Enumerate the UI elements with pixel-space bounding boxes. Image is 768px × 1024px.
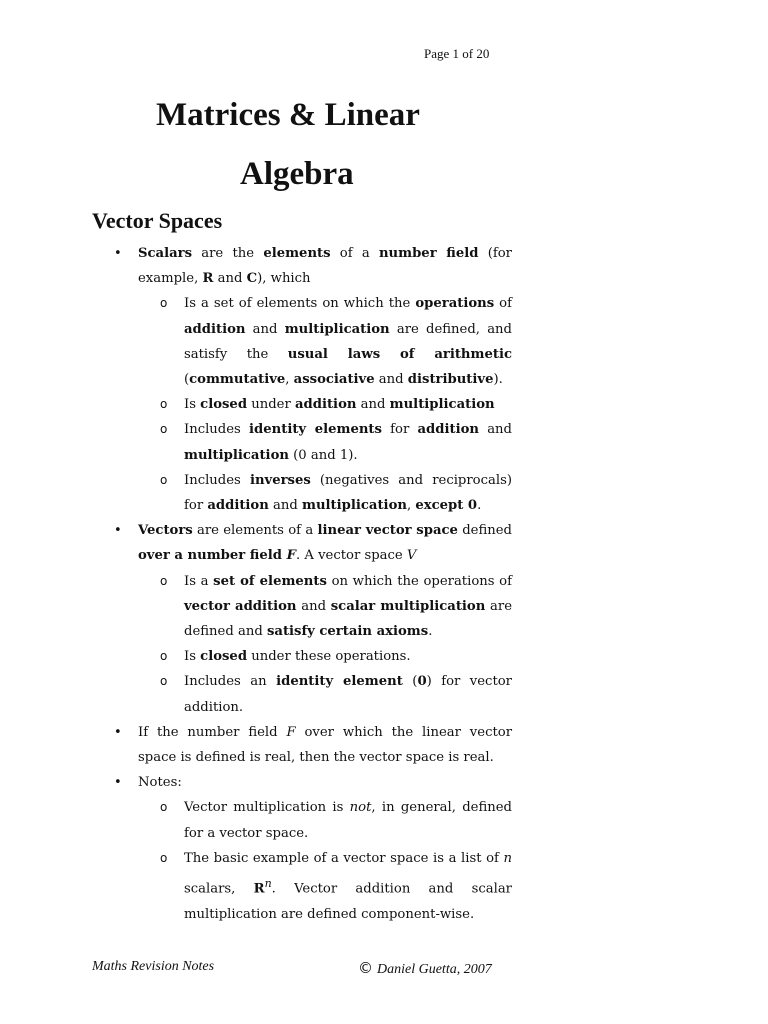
term-distributive: distributive xyxy=(407,372,494,388)
text: . xyxy=(428,624,433,640)
term-except-zero: except 0 xyxy=(415,498,478,514)
page-number: Page 1 of 20 xyxy=(424,46,490,61)
text: (for example, xyxy=(138,246,512,287)
sub-item-inverses xyxy=(138,468,512,518)
bullet-vectors xyxy=(92,518,512,720)
title-line-2: Algebra xyxy=(240,156,354,192)
text: and xyxy=(213,271,247,287)
text: of a xyxy=(330,246,379,261)
sub-item-basic-example xyxy=(138,846,512,927)
term-closed: closed xyxy=(200,649,248,665)
footer-course-title: Maths Revision Notes xyxy=(92,959,215,974)
term-commutative: commutative xyxy=(189,372,286,388)
text: scalars, xyxy=(184,881,254,897)
term-multiplication: multiplication xyxy=(302,498,407,514)
text: ( xyxy=(402,674,418,690)
footer-copyright xyxy=(358,959,492,978)
text: are the xyxy=(192,246,264,261)
term-usual-laws: usual laws of arithmetic xyxy=(287,346,512,362)
text: defined xyxy=(457,523,512,539)
text: Includes an xyxy=(184,674,277,690)
main-bullet-list xyxy=(92,241,512,927)
section-heading: Vector Spaces xyxy=(92,208,223,233)
term-vector-addition: vector addition xyxy=(184,598,297,614)
term-associative: associative xyxy=(293,372,375,388)
sub-list-notes xyxy=(138,795,512,926)
sub-list-scalars xyxy=(138,291,512,518)
sub-item-closed xyxy=(138,392,512,417)
text: Is a set of elements on which the xyxy=(184,296,416,312)
term-multiplication: multiplication xyxy=(389,397,495,413)
term-scalar-multiplication: scalar multiplication xyxy=(330,598,486,614)
term-addition: addition xyxy=(294,397,357,413)
text: , in general, defined for a vector space. xyxy=(184,800,512,841)
emphasis-not: not xyxy=(349,800,372,816)
term-number-field: number field xyxy=(378,246,479,261)
term-identity-element: identity element xyxy=(276,674,403,690)
term-set-of-elements: set of elements xyxy=(213,573,327,589)
bullet-notes xyxy=(92,770,512,927)
text: ) for vector addition. xyxy=(184,674,512,715)
text: over which the linear vector space is defined is real, then the vector space is real. xyxy=(138,724,512,766)
sub-list-vectors xyxy=(138,569,512,720)
symbol-reals: R xyxy=(202,271,214,287)
term-satisfy-axioms: satisfy certain axioms xyxy=(266,624,429,640)
text: If the number field xyxy=(138,724,287,740)
text: under xyxy=(247,397,295,413)
term-scalars: Scalars xyxy=(138,246,193,261)
sub-item-identity xyxy=(138,417,512,467)
text: Is xyxy=(184,397,201,413)
symbol-complex: C xyxy=(246,271,258,287)
term-addition: addition xyxy=(207,498,269,514)
text: and xyxy=(296,598,331,614)
term-linear-vector-space: linear vector space xyxy=(317,523,458,539)
symbol-field-f: F xyxy=(282,548,296,564)
text: and xyxy=(245,321,285,337)
text: . Vector addition and scalar multiplication are defined component-wise. xyxy=(184,881,512,922)
text: on which the operations of xyxy=(326,573,512,589)
notes-label: Notes: xyxy=(138,775,182,791)
sub-item-identity-element xyxy=(138,669,512,719)
term-multiplication: multiplication xyxy=(284,321,390,337)
text: and xyxy=(374,372,408,388)
symbol-zero-vector: 0 xyxy=(417,674,427,690)
text: Includes xyxy=(184,422,250,438)
text: (negatives and reciprocals) for xyxy=(184,472,512,514)
text: ). xyxy=(493,372,503,388)
term-addition: addition xyxy=(184,321,246,337)
sub-item-vector-multiplication xyxy=(138,795,512,845)
text: ), which xyxy=(257,271,311,287)
sub-item-set-of-elements xyxy=(138,569,512,645)
bullet-real-space xyxy=(92,720,512,770)
term-vectors: Vectors xyxy=(138,523,193,539)
term-multiplication: multiplication xyxy=(184,447,289,463)
text: (0 and 1). xyxy=(288,447,358,463)
symbol-reals: R xyxy=(253,881,265,897)
text: Includes xyxy=(184,472,250,488)
text: . A vector space xyxy=(295,548,407,564)
symbol-exponent-n: n xyxy=(264,877,272,891)
term-addition: addition xyxy=(417,422,479,438)
sub-item-operations xyxy=(138,291,512,392)
term-over-number-field: over a number field xyxy=(138,548,283,564)
term-identity-elements: identity elements xyxy=(249,422,382,438)
term-elements: elements xyxy=(263,246,331,261)
notes-content xyxy=(92,241,512,927)
text: and xyxy=(478,422,512,438)
text: . xyxy=(477,498,482,514)
text: The basic example of a vector space is a list of xyxy=(184,850,504,866)
symbol-space-v: V xyxy=(406,548,417,564)
text: under these operations. xyxy=(247,649,411,665)
text: and xyxy=(356,397,390,413)
text: , xyxy=(406,498,416,514)
text: , xyxy=(285,372,294,388)
text: are defined and xyxy=(184,598,512,640)
text: and xyxy=(268,498,302,514)
text: are defined, and satisfy the xyxy=(184,321,512,362)
term-closed: closed xyxy=(200,397,248,413)
term-operations: operations xyxy=(415,296,495,312)
text: are elements of a xyxy=(192,523,318,539)
title-line-1: Matrices & Linear xyxy=(156,97,420,133)
sub-item-closed-ops xyxy=(138,644,512,669)
term-inverses: inverses xyxy=(249,472,311,488)
footer-author: Daniel Guetta, 2007 xyxy=(377,962,492,977)
symbol-n: n xyxy=(503,850,512,866)
text: for xyxy=(381,422,418,438)
symbol-field-f: F xyxy=(286,724,296,740)
text: Is xyxy=(184,649,201,665)
text: ( xyxy=(184,372,190,388)
text: Is a xyxy=(184,573,214,589)
bullet-scalars xyxy=(92,241,512,518)
text: of xyxy=(494,296,513,312)
copyright-icon: © xyxy=(358,959,373,977)
text: Vector multiplication is xyxy=(184,800,350,816)
